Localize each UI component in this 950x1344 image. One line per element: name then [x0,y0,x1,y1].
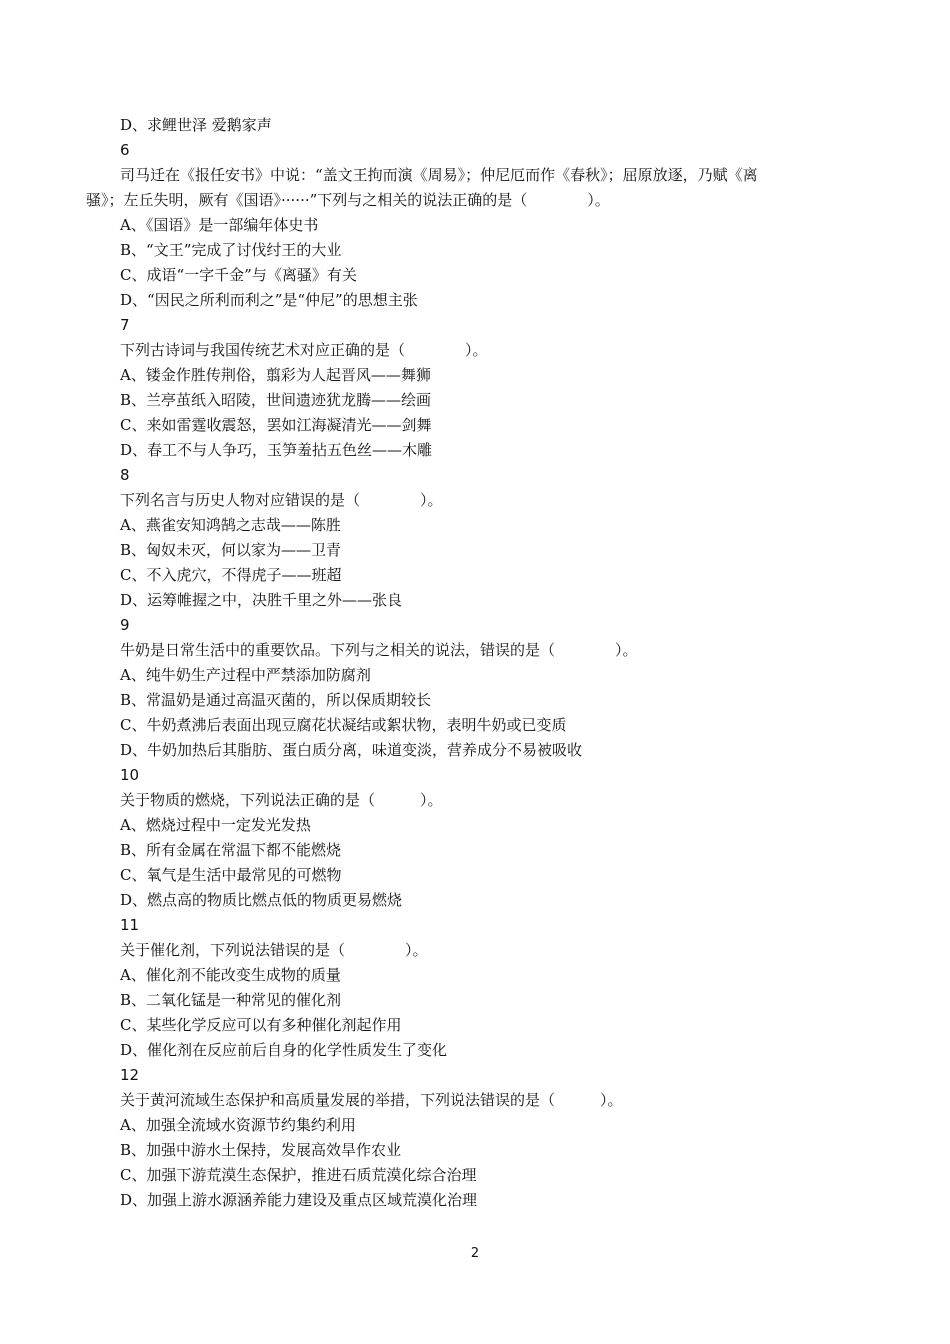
option-line: A、催化剂不能改变生成物的质量 [120,966,341,984]
option-line: B、二氧化锰是一种常见的催化剂 [120,991,342,1009]
question-stem: 司马迁在《报任安书》中说：“盖文王拘而演《周易》；仲尼厄而作《春秋》；屈原放逐，乃赋《离 [120,166,758,184]
option-line: C、牛奶煮沸后表面出现豆腐花状凝结或絮状物，表明牛奶或已变质 [120,716,567,734]
option-line: D、催化剂在反应前后自身的化学性质发生了变化 [120,1041,448,1059]
option-line: D、燃点高的物质比燃点低的物质更易燃烧 [120,891,403,909]
question-stem-continued: 骚》；左丘失明，厥有《国语》······”下列与之相关的说法正确的是（ ）。 [86,191,610,209]
question-number: 6 [120,141,130,159]
option-line: C、来如雷霆收震怒，罢如江海凝清光——剑舞 [120,416,432,434]
question-stem: 关于物质的燃烧，下列说法正确的是（ ）。 [120,791,443,809]
question-stem: 关于催化剂，下列说法错误的是（ ）。 [120,941,428,959]
option-line: B、兰亭茧纸入昭陵，世间遗迹犹龙腾——绘画 [120,391,432,409]
option-line: B、加强中游水土保持，发展高效旱作农业 [120,1141,402,1159]
question-number: 8 [120,466,130,484]
question-list [0,113,950,1213]
question-stem: 牛奶是日常生活中的重要饮品。下列与之相关的说法，错误的是（ ）。 [120,641,638,659]
option-line: A、镂金作胜传荆俗，翦彩为人起晋风——舞狮 [120,366,431,384]
option-line: D、加强上游水源涵养能力建设及重点区域荒漠化治理 [120,1191,478,1209]
option-line: D、“因民之所利而利之”是“仲尼”的思想主张 [120,291,418,309]
option-line: D、运筹帷握之中，决胜千里之外——张良 [120,591,403,609]
option-line: A、燕雀安知鸿鹄之志哉——陈胜 [120,516,341,534]
option-line: B、常温奶是通过高温灭菌的，所以保质期较长 [120,691,432,709]
question-stem: 下列古诗词与我国传统艺术对应正确的是（ ）。 [120,341,488,359]
option-line: C、某些化学反应可以有多种催化剂起作用 [120,1016,402,1034]
option-line: B、所有金属在常温下都不能燃烧 [120,841,342,859]
question-stem: 下列名言与历史人物对应错误的是（ ）。 [120,491,443,509]
question-stem: 关于黄河流域生态保护和高质量发展的举措，下列说法错误的是（ ）。 [120,1091,623,1109]
option-line: A、《国语》是一部编年体史书 [120,216,319,234]
option-line: C、氧气是生活中最常见的可燃物 [120,866,342,884]
option-line: D、春工不与人争巧，玉笋羞拈五色丝——木雕 [120,441,433,459]
question-number: 12 [120,1066,140,1084]
option-line: B、匈奴未灭，何以家为——卫青 [120,541,342,559]
option-line: A、燃烧过程中一定发光发热 [120,816,311,834]
option-line: D、牛奶加热后其脂肪、蛋白质分离，味道变淡，营养成分不易被吸收 [120,741,583,759]
option-line: A、纯牛奶生产过程中严禁添加防腐剂 [120,666,371,684]
option-line: D、求鲤世泽 爱鹅家声 [120,116,272,134]
page-number: 2 [470,1246,480,1261]
question-number: 11 [120,916,140,934]
question-number: 10 [120,766,140,784]
option-line: C、加强下游荒漠生态保护，推进石质荒漠化综合治理 [120,1166,477,1184]
option-line: C、成语“一字千金”与《离骚》有关 [120,266,357,284]
question-number: 7 [120,316,130,334]
option-line: B、“文王”完成了讨伐纣王的大业 [120,241,342,259]
option-line: C、不入虎穴，不得虎子——班超 [120,566,342,584]
option-line: A、加强全流域水资源节约集约利用 [120,1116,356,1134]
question-number: 9 [120,616,130,634]
